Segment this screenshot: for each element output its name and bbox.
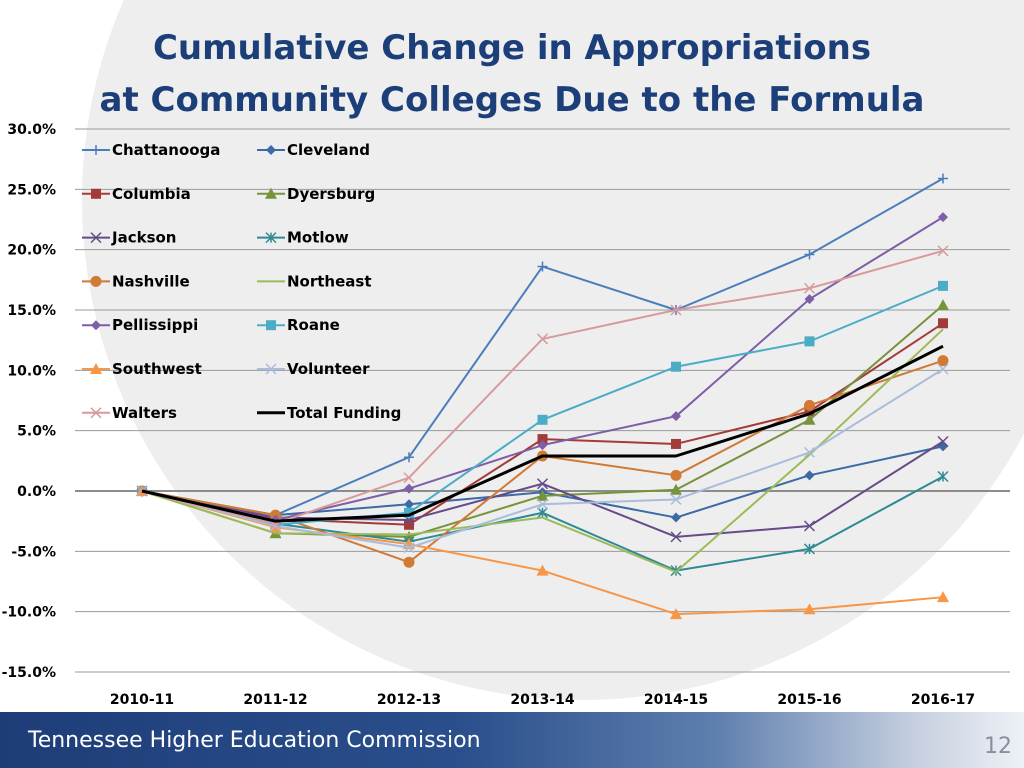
title-line-1: Cumulative Change in Appropriations <box>152 28 872 68</box>
marker-circle <box>671 470 682 481</box>
series-nashville <box>137 355 949 568</box>
legend-item <box>257 360 370 378</box>
y-tick-label: 30.0% <box>7 122 56 138</box>
marker-square <box>538 415 548 425</box>
y-tick-label: 10.0% <box>7 363 56 380</box>
page-number: 12 <box>984 734 1012 759</box>
marker-star <box>938 472 948 482</box>
y-tick-label: 15.0% <box>7 303 56 319</box>
footer-bar <box>0 712 1024 768</box>
legend-item <box>257 272 372 290</box>
marker-square <box>266 320 276 330</box>
legend-item <box>82 185 191 203</box>
marker-square <box>805 336 815 346</box>
x-tick-label: 2013-14 <box>510 692 575 708</box>
marker-plus <box>938 173 948 183</box>
x-tick-label: 2012-13 <box>376 692 442 708</box>
y-axis-tick-labels <box>2 122 56 681</box>
x-tick-label: 2011-12 <box>243 692 308 708</box>
marker-circle <box>804 400 815 411</box>
legend-label: Pellissippi <box>112 316 199 335</box>
y-tick-label: -15.0% <box>1 665 56 681</box>
marker-circle <box>91 276 102 287</box>
marker-square <box>938 318 948 328</box>
legend-label: Motlow <box>287 228 349 247</box>
legend-item <box>257 404 401 422</box>
y-tick-label: 20.0% <box>7 242 56 259</box>
marker-diamond <box>266 145 276 155</box>
legend-label: Dyersburg <box>287 184 376 203</box>
grid-lines <box>75 129 1010 672</box>
legend-label: Jackson <box>112 228 177 247</box>
legend-label: Cleveland <box>287 141 370 159</box>
legend-item <box>257 185 375 203</box>
legend-label: Northeast <box>287 272 372 291</box>
marker-diamond <box>91 320 101 330</box>
legend-item <box>82 272 190 290</box>
series-lines <box>136 173 949 619</box>
marker-square <box>671 362 681 372</box>
x-tick-label: 2015-16 <box>777 692 842 708</box>
y-tick-label: 5.0% <box>17 423 56 440</box>
y-tick-label: -5.0% <box>11 544 56 561</box>
marker-x <box>404 473 414 483</box>
series-chattanooga <box>137 173 948 520</box>
marker-diamond <box>805 470 815 480</box>
footer-org-name: Tennessee Higher Education Commission <box>28 728 481 753</box>
marker-circle <box>404 557 415 568</box>
marker-diamond <box>671 513 681 523</box>
title-line-2: at Community Colleges Due to the Formula <box>99 80 925 120</box>
x-tick-label: 2010-11 <box>109 692 175 708</box>
legend-label: Volunteer <box>287 360 370 378</box>
marker-diamond <box>938 212 948 222</box>
y-tick-label: 25.0% <box>7 182 56 199</box>
legend-item <box>257 229 349 247</box>
marker-triangle <box>937 299 949 310</box>
marker-diamond <box>404 484 414 494</box>
legend-item <box>82 360 202 378</box>
x-axis-tick-labels <box>110 692 975 708</box>
y-tick-label: -10.0% <box>1 604 56 621</box>
legend-label: Nashville <box>112 272 190 291</box>
marker-square <box>671 439 681 449</box>
marker-square <box>91 189 101 199</box>
legend-item <box>82 229 176 247</box>
legend-item <box>82 404 177 422</box>
legend <box>82 141 401 422</box>
legend-item <box>257 316 340 334</box>
legend-label: Southwest <box>112 360 202 378</box>
legend-item <box>82 141 220 159</box>
x-tick-label: 2016-17 <box>910 692 976 708</box>
series-line <box>142 178 943 515</box>
legend-label: Chattanooga <box>112 141 221 159</box>
marker-square <box>938 281 948 291</box>
chart-title <box>0 22 1024 126</box>
marker-plus <box>91 145 101 155</box>
legend-label: Roane <box>287 316 340 335</box>
legend-label: Columbia <box>112 184 191 203</box>
marker-plus <box>805 249 815 259</box>
x-tick-label: 2014-15 <box>643 692 709 708</box>
marker-square <box>404 520 414 530</box>
y-tick-label: 0.0% <box>17 484 56 500</box>
legend-item <box>82 316 198 334</box>
legend-label: Walters <box>112 403 177 422</box>
legend-label: Total Funding <box>287 403 402 422</box>
legend-item <box>257 141 370 159</box>
